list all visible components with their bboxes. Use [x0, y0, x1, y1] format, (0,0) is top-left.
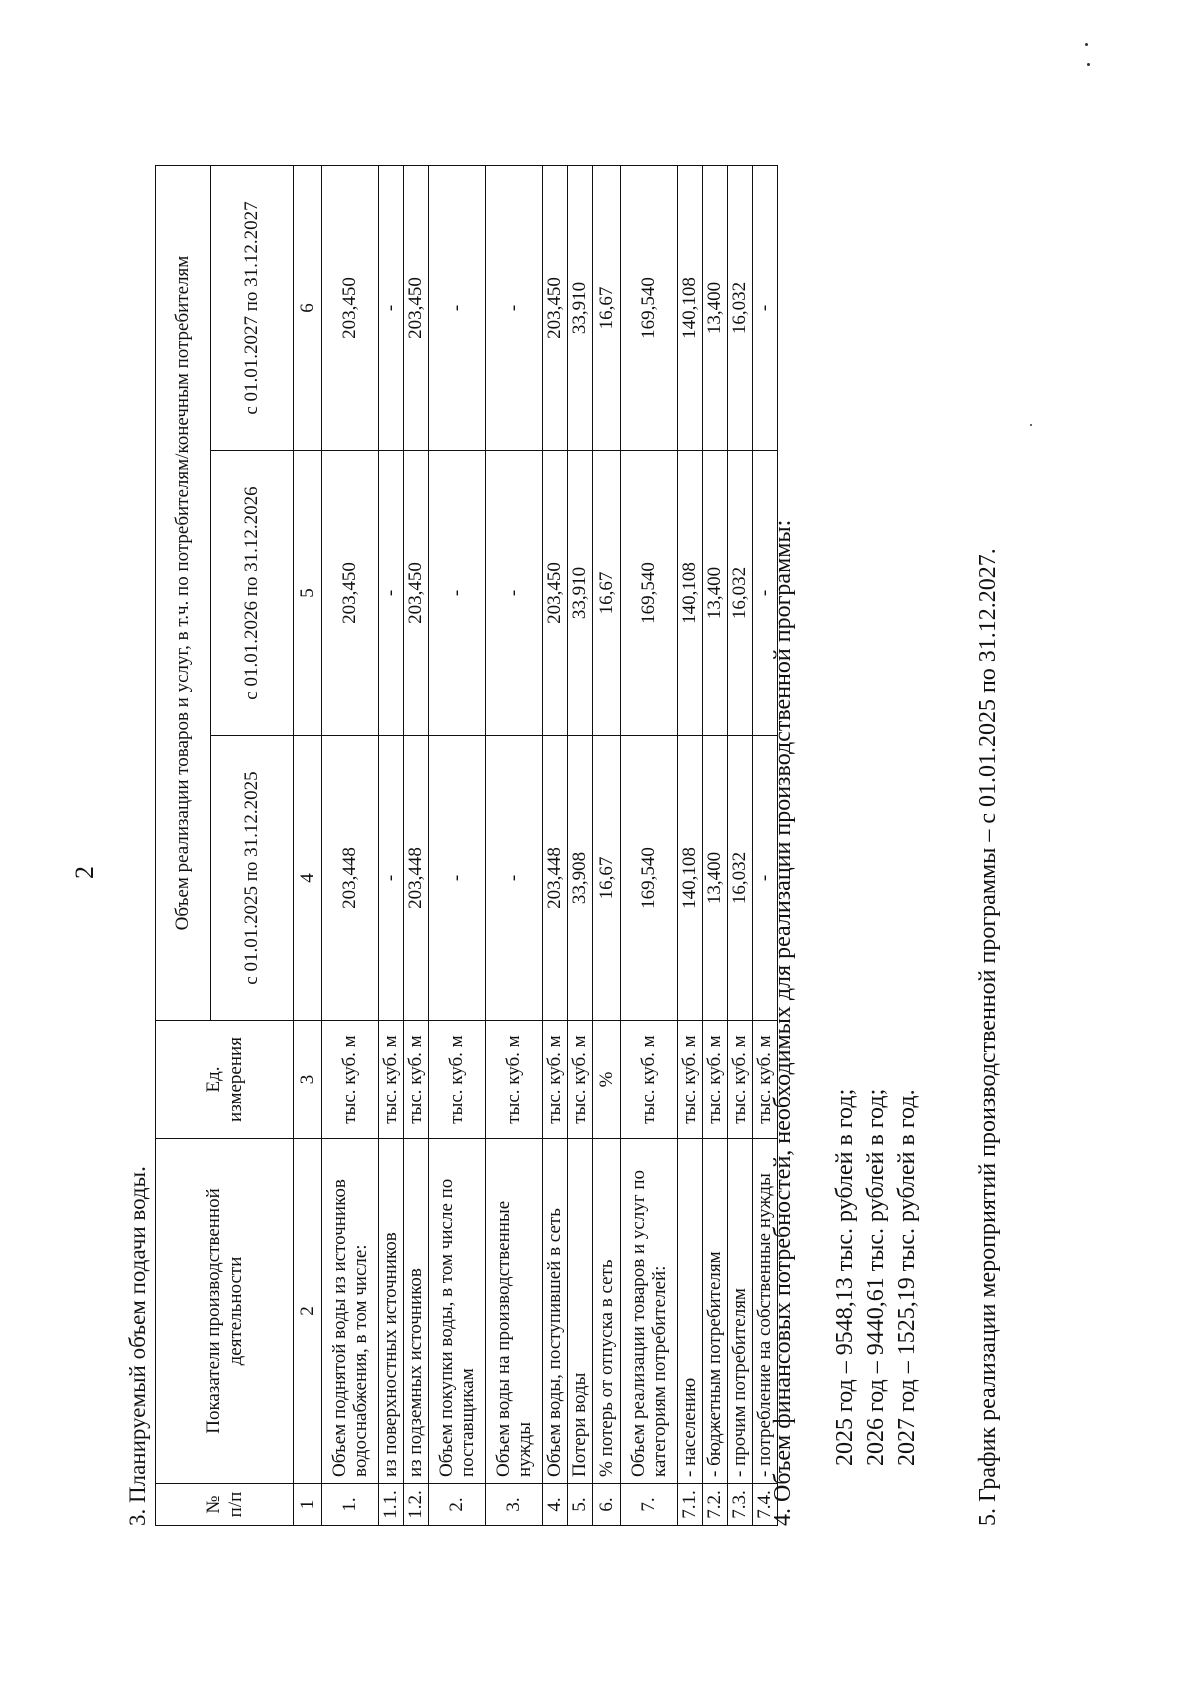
row-value-2026: -	[486, 451, 543, 736]
row-unit: тыс. куб. м	[728, 1021, 753, 1139]
table-row	[678, 165, 703, 1525]
row-indicator: Объем воды на производственные нужды	[486, 1139, 543, 1484]
row-value-2025: 169,540	[621, 736, 678, 1021]
water-supply-table	[155, 165, 778, 1526]
table-row	[379, 165, 404, 1525]
row-value-2026: 13,400	[703, 451, 728, 736]
row-number: 1.1.	[379, 1484, 404, 1526]
row-value-2026: 16,67	[593, 451, 621, 736]
row-indicator: - прочим потребителям	[728, 1139, 753, 1484]
section-3-title: 3. Планируемый объем подачи воды.	[125, 1166, 150, 1526]
row-value-2026: 33,910	[568, 451, 593, 736]
row-value-2027: 203,450	[322, 165, 379, 450]
row-number: 5.	[568, 1484, 593, 1526]
row-number: 7.2.	[703, 1484, 728, 1526]
row-unit: тыс. куб. м	[703, 1021, 728, 1139]
row-unit: тыс. куб. м	[429, 1021, 486, 1139]
row-value-2025: 16,67	[593, 736, 621, 1021]
row-number: 1.2.	[404, 1484, 429, 1526]
row-number: 3.	[486, 1484, 543, 1526]
table-row	[593, 165, 621, 1525]
row-value-2026: -	[753, 451, 778, 736]
row-value-2026: -	[429, 451, 486, 736]
table-row	[429, 165, 486, 1525]
row-number: 7.3.	[728, 1484, 753, 1526]
row-value-2026: 203,450	[404, 451, 429, 736]
row-value-2027: 203,450	[543, 165, 568, 450]
table-row	[703, 165, 728, 1525]
row-value-2027: -	[486, 165, 543, 450]
row-indicator: из подземных источников	[404, 1139, 429, 1484]
row-value-2027: 33,910	[568, 165, 593, 450]
row-value-2025: -	[429, 736, 486, 1021]
row-unit: тыс. куб. м	[379, 1021, 404, 1139]
row-unit: тыс. куб. м	[322, 1021, 379, 1139]
row-number: 7.4.	[753, 1484, 778, 1526]
scan-speck	[1030, 424, 1032, 426]
row-value-2025: 33,908	[568, 736, 593, 1021]
section-5-schedule: 5. График реализации мероприятий производственной программы – с 01.01.2025 по 31.12.2027.	[975, 548, 1001, 1526]
row-unit: тыс. куб. м	[543, 1021, 568, 1139]
header-period-2027: с 01.01.2027 по 31.12.2027	[211, 165, 294, 450]
row-number: 4.	[543, 1484, 568, 1526]
row-value-2025: -	[486, 736, 543, 1021]
index-cell: 3	[294, 1021, 322, 1139]
row-indicator: Объем поднятой воды из источников водоснабжения, в том числе:	[322, 1139, 379, 1484]
row-value-2025: 203,448	[322, 736, 379, 1021]
financial-year-2026: 2026 год – 9440,61 тыс. рублей в год;	[863, 1088, 890, 1466]
row-value-2027: 16,67	[593, 165, 621, 450]
table-row	[543, 165, 568, 1525]
row-indicator: - бюджетным потребителям	[703, 1139, 728, 1484]
row-indicator: из поверхностных источников	[379, 1139, 404, 1484]
index-row	[294, 165, 322, 1525]
page-number: 2	[70, 866, 99, 879]
table-row	[486, 165, 543, 1525]
row-value-2027: 203,450	[404, 165, 429, 450]
row-indicator: % потерь от отпуска в сеть	[593, 1139, 621, 1484]
row-unit: %	[593, 1021, 621, 1139]
header-group: Объем реализации товаров и услуг, в т.ч. по потребителям/конечным потребителям	[156, 165, 211, 1020]
row-number: 1.	[322, 1484, 379, 1526]
row-value-2025: 203,448	[404, 736, 429, 1021]
table-row	[322, 165, 379, 1525]
header-num: № п/п	[156, 1484, 294, 1526]
financial-years-list	[830, 1089, 924, 1466]
row-indicator: Объем покупки воды, в том числе по поставщикам	[429, 1139, 486, 1484]
header-period-2025: с 01.01.2025 по 31.12.2025	[211, 736, 294, 1021]
row-number: 7.	[621, 1484, 678, 1526]
financial-year-2027: 2027 год – 1525,19 тыс. рублей в год.	[894, 1089, 921, 1466]
row-value-2025: -	[379, 736, 404, 1021]
row-value-2025: 16,032	[728, 736, 753, 1021]
row-number: 6.	[593, 1484, 621, 1526]
row-value-2025: 203,448	[543, 736, 568, 1021]
row-value-2025: 13,400	[703, 736, 728, 1021]
scan-speck	[1085, 43, 1088, 46]
row-indicator: Объем воды, поступившей в сеть	[543, 1139, 568, 1484]
row-value-2027: 13,400	[703, 165, 728, 450]
table-row	[621, 165, 678, 1525]
index-cell: 6	[294, 165, 322, 450]
row-value-2026: 140,108	[678, 451, 703, 736]
row-value-2027: -	[753, 165, 778, 450]
row-indicator: Объем реализации товаров и услуг по категориям потребителей:	[621, 1139, 678, 1484]
index-cell: 2	[294, 1139, 322, 1484]
section-4-heading: 4. Объем финансовых потребностей, необходимых для реализации производственной программы:	[770, 519, 796, 1526]
row-value-2027: 169,540	[621, 165, 678, 450]
row-value-2027: -	[379, 165, 404, 450]
row-unit: тыс. куб. м	[404, 1021, 429, 1139]
row-unit: тыс. куб. м	[678, 1021, 703, 1139]
index-cell: 1	[294, 1484, 322, 1526]
header-period-2026: с 01.01.2026 по 31.12.2026	[211, 451, 294, 736]
row-value-2026: 203,450	[322, 451, 379, 736]
header-indicator: Показатели производственной деятельности	[156, 1139, 294, 1484]
row-unit: тыс. куб. м	[621, 1021, 678, 1139]
row-value-2026: 16,032	[728, 451, 753, 736]
row-value-2027: 140,108	[678, 165, 703, 450]
row-value-2027: 16,032	[728, 165, 753, 450]
row-unit: тыс. куб. м	[753, 1021, 778, 1139]
table-row	[728, 165, 753, 1525]
scan-speck	[1087, 63, 1090, 66]
financial-year-2025: 2025 год – 9548,13 тыс. рублей в год;	[832, 1088, 858, 1466]
header-unit: Ед. измерения	[156, 1021, 294, 1139]
row-indicator: Потери воды	[568, 1139, 593, 1484]
row-value-2027: -	[429, 165, 486, 450]
row-value-2025: 140,108	[678, 736, 703, 1021]
row-number: 2.	[429, 1484, 486, 1526]
row-value-2026: 203,450	[543, 451, 568, 736]
table-row	[568, 165, 593, 1525]
index-cell: 4	[294, 736, 322, 1021]
row-indicator: - потребление на собственные нужды	[753, 1139, 778, 1484]
row-unit: тыс. куб. м	[486, 1021, 543, 1139]
row-value-2026: -	[379, 451, 404, 736]
row-number: 7.1.	[678, 1484, 703, 1526]
table-row	[404, 165, 429, 1525]
row-value-2025: -	[753, 736, 778, 1021]
index-cell: 5	[294, 451, 322, 736]
row-unit: тыс. куб. м	[568, 1021, 593, 1139]
row-indicator: - населению	[678, 1139, 703, 1484]
row-value-2026: 169,540	[621, 451, 678, 736]
